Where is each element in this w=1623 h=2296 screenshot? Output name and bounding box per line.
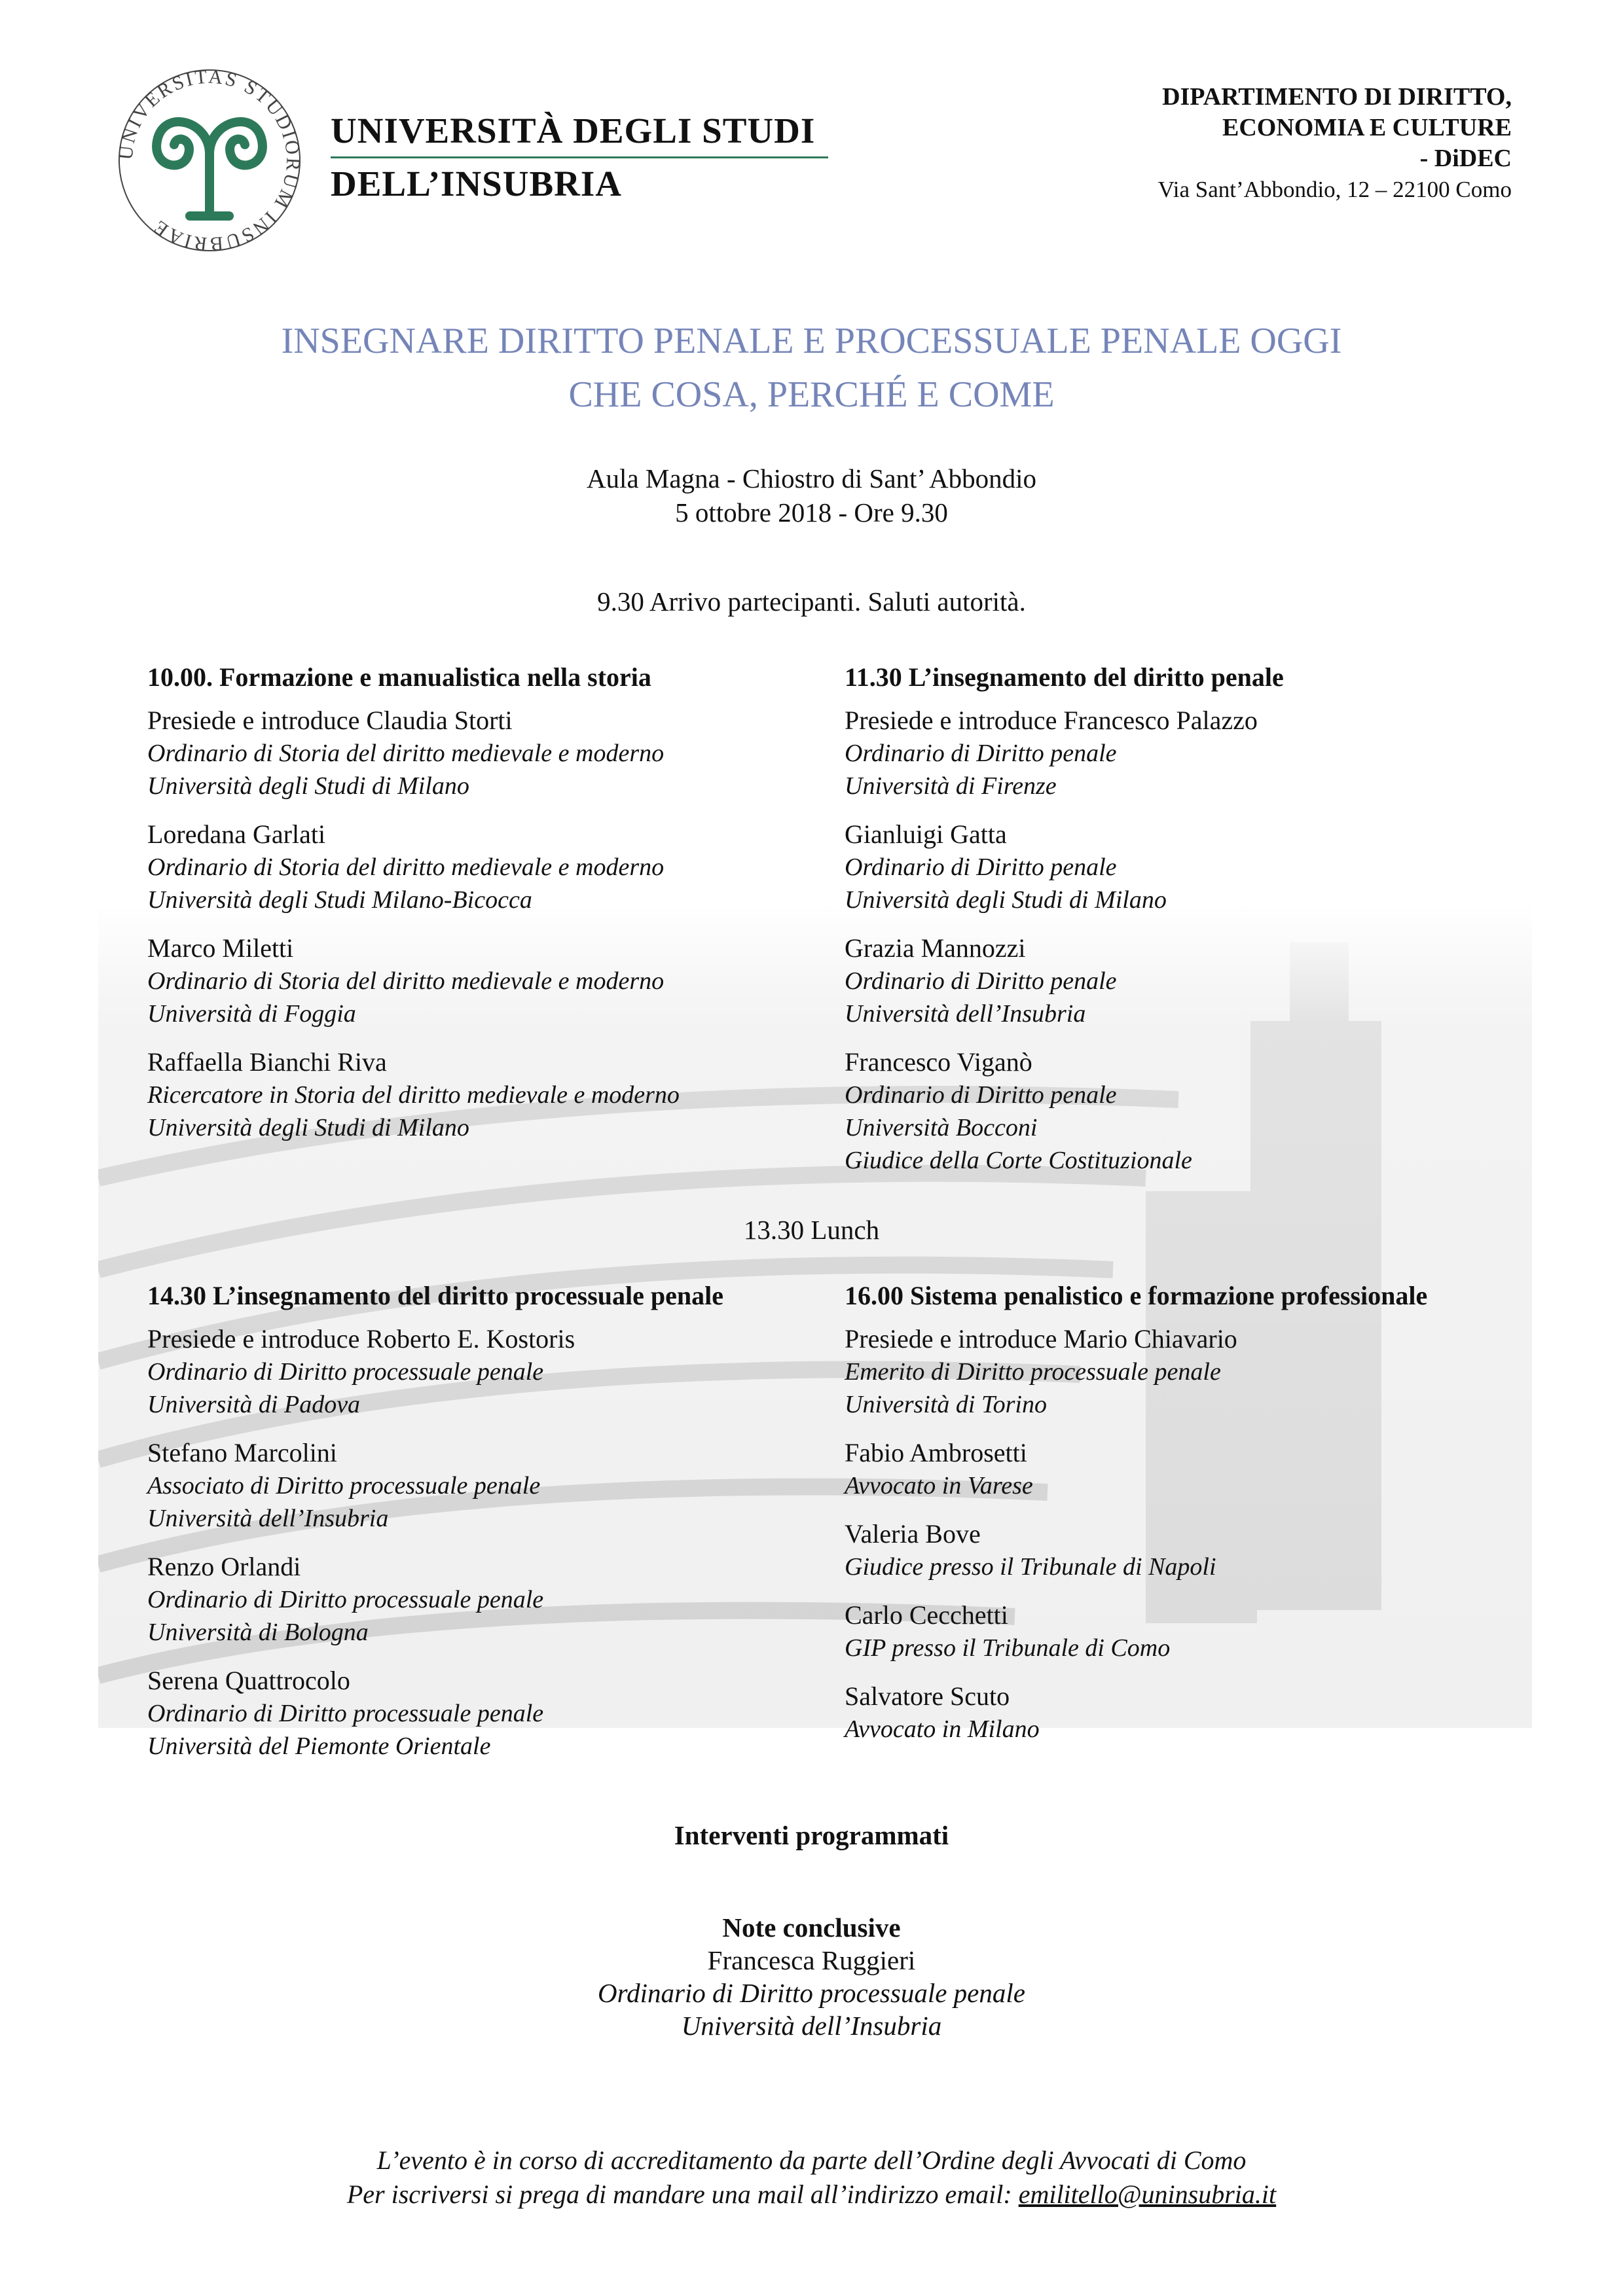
speaker-name: Marco Miletti xyxy=(147,933,294,963)
speaker-affiliation: Università dell’Insubria xyxy=(147,1505,389,1532)
speaker-role: Ordinario di Storia del diritto medievale e moderno xyxy=(147,740,665,767)
department-line3: - DiDEC xyxy=(1419,145,1512,172)
speaker xyxy=(845,818,1519,916)
footer-registration-text: Per iscriversi si prega di mandare una mail all’indirizzo email: xyxy=(346,2179,1019,2209)
speaker-affiliation: Università degli Studi Milano-Bicocca xyxy=(147,886,532,914)
speaker-role: GIP presso il Tribunale di Como xyxy=(845,1634,1171,1662)
footer-registration xyxy=(0,2178,1623,2212)
speaker-name: Presiede e introduce Claudia Storti xyxy=(147,706,513,735)
speaker-role: Ordinario di Diritto penale xyxy=(845,853,1117,881)
university-name-block xyxy=(331,108,828,207)
session-3 xyxy=(147,1280,822,1778)
conclusion-block xyxy=(0,1911,1623,2042)
speaker-name: Renzo Orlandi xyxy=(147,1552,301,1581)
speaker-name: Stefano Marcolini xyxy=(147,1438,337,1467)
conclusion-speaker-name: Francesca Ruggieri xyxy=(707,1945,916,1975)
speaker-role: Ordinario di Diritto penale xyxy=(845,1081,1117,1109)
speaker-affiliation: Università del Piemonte Orientale xyxy=(147,1732,491,1760)
speaker xyxy=(845,1680,1519,1746)
speaker-name: Carlo Cecchetti xyxy=(845,1600,1008,1630)
footer-accreditation: L’evento è in corso di accreditamento da parte dell’Ordine degli Avvocati di Como xyxy=(376,2145,1247,2175)
venue-datetime: 5 ottobre 2018 - Ore 9.30 xyxy=(675,497,948,528)
department-block xyxy=(1158,82,1512,205)
speaker xyxy=(845,1437,1519,1502)
speaker-extra: Giudice della Corte Costituzionale xyxy=(845,1147,1192,1174)
session-title: 10.00. Formazione e manualistica nella storia xyxy=(147,662,651,692)
speaker-affiliation: Università di Firenze xyxy=(845,772,1057,800)
speaker-role: Ordinario di Diritto penale xyxy=(845,740,1117,767)
speaker-affiliation: Università degli Studi di Milano xyxy=(147,1114,469,1141)
speaker-role: Ricercatore in Storia del diritto medievale e moderno xyxy=(147,1081,680,1109)
speaker xyxy=(147,1437,822,1535)
speaker-name: Gianluigi Gatta xyxy=(845,819,1007,849)
interventi-programmati: Interventi programmati xyxy=(674,1820,949,1850)
department-line2: ECONOMIA E CULTURE xyxy=(1222,114,1512,141)
speaker-affiliation: Università di Foggia xyxy=(147,1000,356,1028)
speaker-role: Avvocato in Milano xyxy=(845,1715,1040,1743)
university-name-line2: DELL’INSUBRIA xyxy=(331,164,622,204)
speaker-name: Francesco Viganò xyxy=(845,1047,1032,1077)
speaker-affiliation: Università di Torino xyxy=(845,1391,1047,1418)
session-title: 14.30 L’insegnamento del diritto processuale penale xyxy=(147,1281,724,1310)
speaker xyxy=(845,1599,1519,1664)
speaker xyxy=(845,932,1519,1030)
speaker-affiliation: Università dell’Insubria xyxy=(845,1000,1086,1028)
event-title-line1: INSEGNARE DIRITTO PENALE E PROCESSUALE PENALE OGGI xyxy=(281,321,1342,361)
speaker-role: Ordinario di Diritto penale xyxy=(845,967,1117,995)
speaker-name: Presiede e introduce Francesco Palazzo xyxy=(845,706,1258,735)
speaker-affiliation: Università Bocconi xyxy=(845,1114,1038,1141)
arrival-line: 9.30 Arrivo partecipanti. Saluti autorità. xyxy=(597,586,1026,617)
speaker-role: Ordinario di Diritto processuale penale xyxy=(147,1586,544,1613)
speaker-name: Grazia Mannozzi xyxy=(845,933,1026,963)
speaker xyxy=(147,1323,822,1421)
speaker-name: Salvatore Scuto xyxy=(845,1681,1010,1711)
university-seal-logo xyxy=(111,62,308,259)
speaker xyxy=(147,1046,822,1144)
speaker-role: Ordinario di Storia del diritto medievale e moderno xyxy=(147,967,665,995)
speaker xyxy=(147,1551,822,1649)
speaker-role: Associato di Diritto processuale penale xyxy=(147,1472,541,1499)
email-link[interactable]: emilitello@uninsubria.it xyxy=(1018,2179,1277,2209)
event-title xyxy=(0,314,1623,422)
speaker-name: Valeria Bove xyxy=(845,1519,981,1549)
speaker xyxy=(147,704,822,802)
speaker-role: Ordinario di Diritto processuale penale xyxy=(147,1700,544,1727)
footer xyxy=(0,2144,1623,2212)
seal-ring-text: UNIVERSITAS STUDIORUM INSUBRIAE xyxy=(115,65,304,255)
university-name-divider xyxy=(331,156,828,158)
speaker-affiliation: Università di Bologna xyxy=(147,1619,369,1646)
speaker-name: Serena Quattrocolo xyxy=(147,1666,350,1695)
speaker xyxy=(147,932,822,1030)
speaker-name: Fabio Ambrosetti xyxy=(845,1438,1027,1467)
session-1 xyxy=(147,661,822,1160)
department-line1: DIPARTIMENTO DI DIRITTO, xyxy=(1162,83,1512,111)
speaker-role: Emerito di Diritto processuale penale xyxy=(845,1358,1221,1386)
speaker-name: Presiede e introduce Mario Chiavario xyxy=(845,1324,1237,1354)
speaker-affiliation: Università degli Studi di Milano xyxy=(845,886,1167,914)
speaker xyxy=(845,704,1519,802)
conclusion-heading: Note conclusive xyxy=(722,1912,901,1943)
speaker-role: Avvocato in Varese xyxy=(845,1472,1033,1499)
session-4 xyxy=(845,1280,1519,1761)
speaker-role: Giudice presso il Tribunale di Napoli xyxy=(845,1553,1216,1581)
lunch-break: 13.30 Lunch xyxy=(743,1215,880,1245)
speaker-name: Presiede e introduce Roberto E. Kostoris xyxy=(147,1324,575,1354)
conclusion-speaker-role: Ordinario di Diritto processuale penale xyxy=(598,1978,1025,2008)
speaker-name: Loredana Garlati xyxy=(147,819,326,849)
speaker-name: Raffaella Bianchi Riva xyxy=(147,1047,387,1077)
venue-place: Aula Magna - Chiostro di Sant’ Abbondio xyxy=(586,463,1037,493)
department-address: Via Sant’Abbondio, 12 – 22100 Como xyxy=(1158,177,1512,202)
venue-block xyxy=(0,461,1623,529)
speaker xyxy=(845,1518,1519,1583)
speaker xyxy=(147,818,822,916)
speaker xyxy=(147,1664,822,1763)
speaker xyxy=(845,1323,1519,1421)
session-2 xyxy=(845,661,1519,1193)
conclusion-speaker-affiliation: Università dell’Insubria xyxy=(681,2011,942,2041)
speaker-role: Ordinario di Diritto processuale penale xyxy=(147,1358,544,1386)
speaker xyxy=(845,1046,1519,1177)
speaker-affiliation: Università di Padova xyxy=(147,1391,361,1418)
event-title-line2: CHE COSA, PERCHÉ E COME xyxy=(568,374,1055,415)
university-name-line1: UNIVERSITÀ DEGLI STUDI xyxy=(331,111,816,151)
session-title: 16.00 Sistema penalistico e formazione professionale xyxy=(845,1281,1428,1310)
speaker-affiliation: Università degli Studi di Milano xyxy=(147,772,469,800)
session-title: 11.30 L’insegnamento del diritto penale xyxy=(845,662,1284,692)
speaker-role: Ordinario di Storia del diritto medievale e moderno xyxy=(147,853,665,881)
